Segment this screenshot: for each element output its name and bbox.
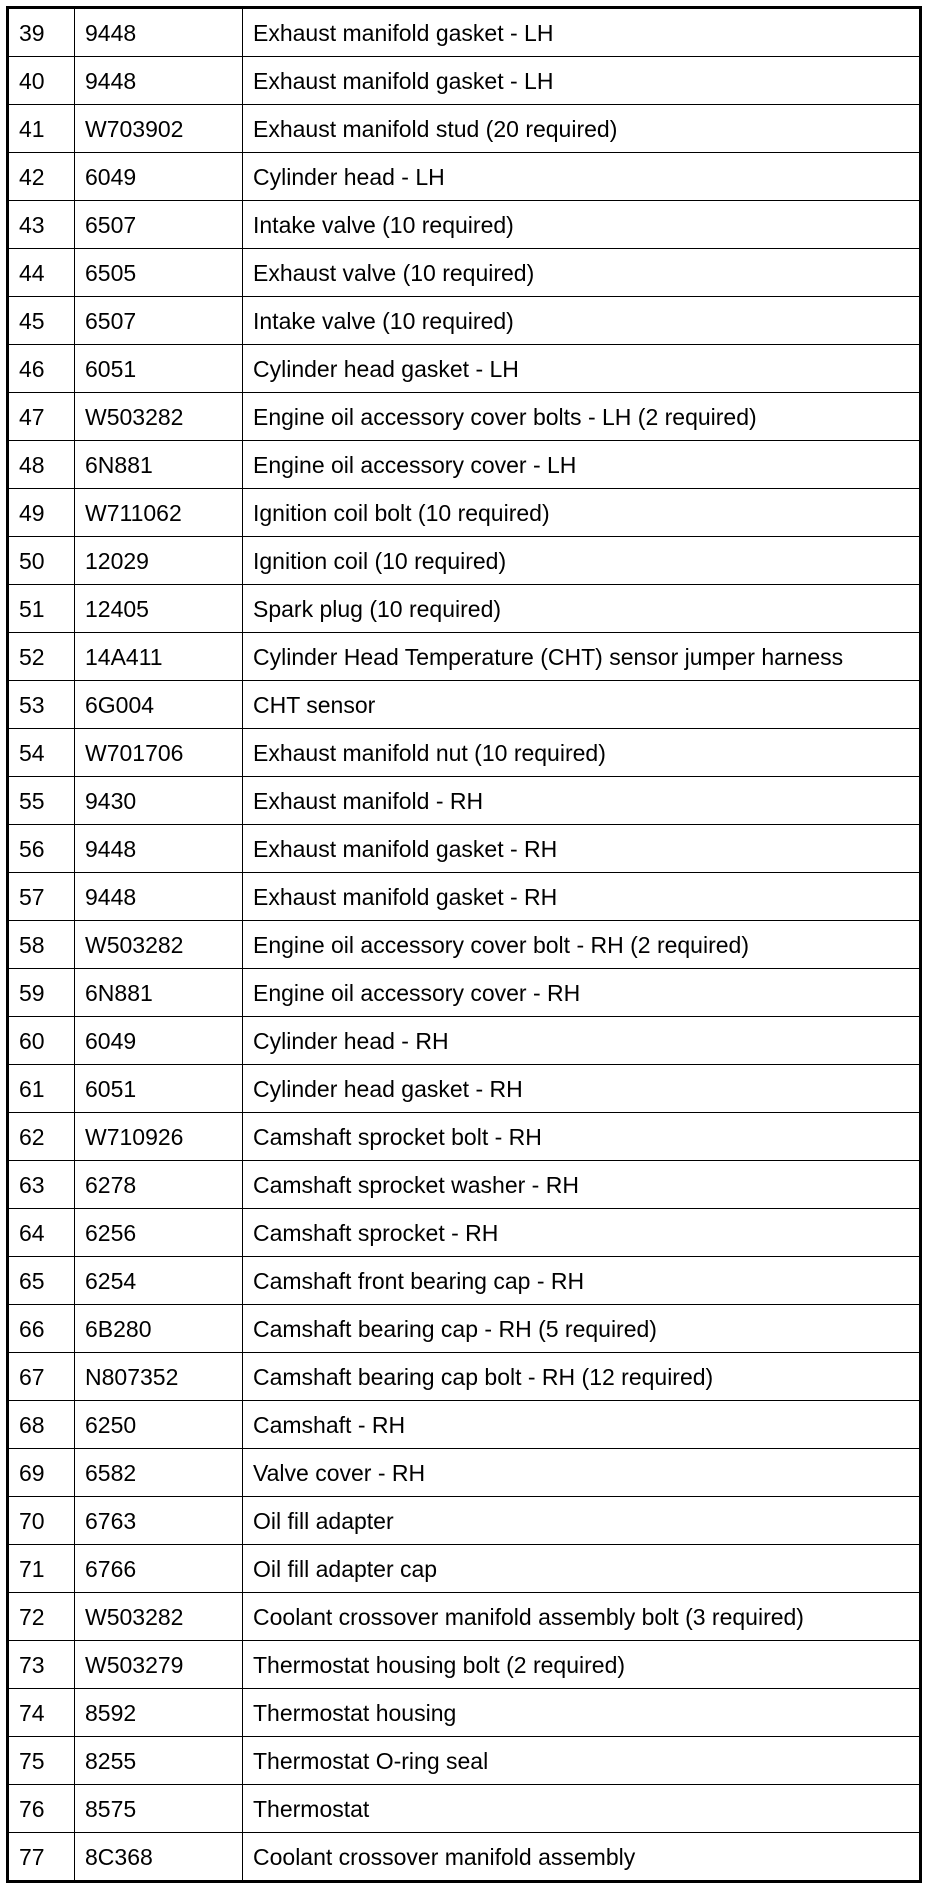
- table-row: [8, 1017, 921, 1065]
- item-number-cell: 44: [8, 249, 75, 297]
- description-cell: Camshaft bearing cap bolt - RH (12 required): [243, 1353, 921, 1401]
- item-number-cell: 60: [8, 1017, 75, 1065]
- part-number-cell: 6278: [75, 1161, 243, 1209]
- table-row: [8, 873, 921, 921]
- part-number-cell: W503282: [75, 393, 243, 441]
- table-row: [8, 1737, 921, 1785]
- item-number-cell: 56: [8, 825, 75, 873]
- item-number-cell: 58: [8, 921, 75, 969]
- item-number-cell: 62: [8, 1113, 75, 1161]
- description-cell: Exhaust manifold - RH: [243, 777, 921, 825]
- item-number-cell: 48: [8, 441, 75, 489]
- item-number-cell: 66: [8, 1305, 75, 1353]
- part-number-cell: 8C368: [75, 1833, 243, 1882]
- item-number-cell: 61: [8, 1065, 75, 1113]
- parts-table-body: [8, 8, 921, 1882]
- description-cell: Exhaust manifold gasket - LH: [243, 8, 921, 57]
- table-row: [8, 1449, 921, 1497]
- part-number-cell: 9448: [75, 8, 243, 57]
- description-cell: Camshaft sprocket bolt - RH: [243, 1113, 921, 1161]
- table-row: [8, 537, 921, 585]
- item-number-cell: 72: [8, 1593, 75, 1641]
- description-cell: Oil fill adapter cap: [243, 1545, 921, 1593]
- part-number-cell: 6N881: [75, 969, 243, 1017]
- table-row: [8, 105, 921, 153]
- item-number-cell: 77: [8, 1833, 75, 1882]
- part-number-cell: W701706: [75, 729, 243, 777]
- table-row: [8, 633, 921, 681]
- part-number-cell: 6256: [75, 1209, 243, 1257]
- part-number-cell: 6763: [75, 1497, 243, 1545]
- table-row: [8, 1785, 921, 1833]
- part-number-cell: W711062: [75, 489, 243, 537]
- part-number-cell: 6507: [75, 201, 243, 249]
- part-number-cell: 6250: [75, 1401, 243, 1449]
- table-row: [8, 825, 921, 873]
- description-cell: Camshaft sprocket washer - RH: [243, 1161, 921, 1209]
- table-row: [8, 345, 921, 393]
- item-number-cell: 76: [8, 1785, 75, 1833]
- item-number-cell: 39: [8, 8, 75, 57]
- description-cell: Camshaft sprocket - RH: [243, 1209, 921, 1257]
- item-number-cell: 45: [8, 297, 75, 345]
- description-cell: Cylinder head gasket - LH: [243, 345, 921, 393]
- table-row: [8, 1065, 921, 1113]
- table-row: [8, 585, 921, 633]
- description-cell: Engine oil accessory cover - LH: [243, 441, 921, 489]
- table-row: [8, 249, 921, 297]
- item-number-cell: 59: [8, 969, 75, 1017]
- description-cell: Coolant crossover manifold assembly bolt (3 required): [243, 1593, 921, 1641]
- description-cell: Exhaust manifold gasket - RH: [243, 825, 921, 873]
- parts-table: [6, 6, 922, 1883]
- part-number-cell: 9430: [75, 777, 243, 825]
- part-number-cell: 12405: [75, 585, 243, 633]
- part-number-cell: 9448: [75, 873, 243, 921]
- description-cell: Coolant crossover manifold assembly: [243, 1833, 921, 1882]
- table-row: [8, 441, 921, 489]
- description-cell: Camshaft - RH: [243, 1401, 921, 1449]
- table-row: [8, 393, 921, 441]
- table-row: [8, 489, 921, 537]
- item-number-cell: 46: [8, 345, 75, 393]
- table-row: [8, 1305, 921, 1353]
- part-number-cell: 6049: [75, 1017, 243, 1065]
- table-row: [8, 681, 921, 729]
- part-number-cell: W703902: [75, 105, 243, 153]
- table-row: [8, 1545, 921, 1593]
- item-number-cell: 75: [8, 1737, 75, 1785]
- description-cell: Valve cover - RH: [243, 1449, 921, 1497]
- table-row: [8, 969, 921, 1017]
- item-number-cell: 65: [8, 1257, 75, 1305]
- description-cell: Ignition coil (10 required): [243, 537, 921, 585]
- item-number-cell: 41: [8, 105, 75, 153]
- description-cell: Exhaust valve (10 required): [243, 249, 921, 297]
- item-number-cell: 64: [8, 1209, 75, 1257]
- item-number-cell: 69: [8, 1449, 75, 1497]
- description-cell: Intake valve (10 required): [243, 201, 921, 249]
- part-number-cell: 6051: [75, 345, 243, 393]
- part-number-cell: 6G004: [75, 681, 243, 729]
- description-cell: Engine oil accessory cover bolt - RH (2 required): [243, 921, 921, 969]
- item-number-cell: 63: [8, 1161, 75, 1209]
- description-cell: Oil fill adapter: [243, 1497, 921, 1545]
- table-row: [8, 1257, 921, 1305]
- description-cell: Thermostat O-ring seal: [243, 1737, 921, 1785]
- item-number-cell: 53: [8, 681, 75, 729]
- item-number-cell: 43: [8, 201, 75, 249]
- table-row: [8, 1401, 921, 1449]
- part-number-cell: 6505: [75, 249, 243, 297]
- part-number-cell: 6582: [75, 1449, 243, 1497]
- table-row: [8, 1833, 921, 1882]
- description-cell: Exhaust manifold stud (20 required): [243, 105, 921, 153]
- part-number-cell: 9448: [75, 825, 243, 873]
- description-cell: Cylinder head - LH: [243, 153, 921, 201]
- item-number-cell: 50: [8, 537, 75, 585]
- part-number-cell: W503282: [75, 1593, 243, 1641]
- description-cell: Thermostat housing bolt (2 required): [243, 1641, 921, 1689]
- table-row: [8, 1113, 921, 1161]
- item-number-cell: 73: [8, 1641, 75, 1689]
- item-number-cell: 40: [8, 57, 75, 105]
- description-cell: Engine oil accessory cover bolts - LH (2 required): [243, 393, 921, 441]
- part-number-cell: 6507: [75, 297, 243, 345]
- part-number-cell: 8592: [75, 1689, 243, 1737]
- description-cell: Camshaft bearing cap - RH (5 required): [243, 1305, 921, 1353]
- item-number-cell: 57: [8, 873, 75, 921]
- table-row: [8, 1353, 921, 1401]
- item-number-cell: 52: [8, 633, 75, 681]
- item-number-cell: 51: [8, 585, 75, 633]
- description-cell: Exhaust manifold gasket - RH: [243, 873, 921, 921]
- item-number-cell: 68: [8, 1401, 75, 1449]
- item-number-cell: 42: [8, 153, 75, 201]
- part-number-cell: 6254: [75, 1257, 243, 1305]
- part-number-cell: 6B280: [75, 1305, 243, 1353]
- description-cell: CHT sensor: [243, 681, 921, 729]
- table-row: [8, 1593, 921, 1641]
- part-number-cell: 12029: [75, 537, 243, 585]
- item-number-cell: 67: [8, 1353, 75, 1401]
- item-number-cell: 47: [8, 393, 75, 441]
- item-number-cell: 71: [8, 1545, 75, 1593]
- description-cell: Cylinder head - RH: [243, 1017, 921, 1065]
- description-cell: Cylinder head gasket - RH: [243, 1065, 921, 1113]
- item-number-cell: 54: [8, 729, 75, 777]
- description-cell: Ignition coil bolt (10 required): [243, 489, 921, 537]
- table-row: [8, 8, 921, 57]
- description-cell: Exhaust manifold nut (10 required): [243, 729, 921, 777]
- description-cell: Intake valve (10 required): [243, 297, 921, 345]
- description-cell: Camshaft front bearing cap - RH: [243, 1257, 921, 1305]
- table-row: [8, 1497, 921, 1545]
- table-row: [8, 921, 921, 969]
- part-number-cell: 8255: [75, 1737, 243, 1785]
- description-cell: Exhaust manifold gasket - LH: [243, 57, 921, 105]
- table-row: [8, 777, 921, 825]
- part-number-cell: W710926: [75, 1113, 243, 1161]
- item-number-cell: 74: [8, 1689, 75, 1737]
- part-number-cell: 8575: [75, 1785, 243, 1833]
- part-number-cell: 9448: [75, 57, 243, 105]
- item-number-cell: 55: [8, 777, 75, 825]
- description-cell: Cylinder Head Temperature (CHT) sensor jumper harness: [243, 633, 921, 681]
- part-number-cell: 6N881: [75, 441, 243, 489]
- description-cell: Thermostat housing: [243, 1689, 921, 1737]
- item-number-cell: 49: [8, 489, 75, 537]
- description-cell: Spark plug (10 required): [243, 585, 921, 633]
- part-number-cell: 6049: [75, 153, 243, 201]
- table-row: [8, 1161, 921, 1209]
- description-cell: Engine oil accessory cover - RH: [243, 969, 921, 1017]
- table-row: [8, 153, 921, 201]
- table-row: [8, 1209, 921, 1257]
- part-number-cell: 6766: [75, 1545, 243, 1593]
- table-row: [8, 201, 921, 249]
- table-row: [8, 57, 921, 105]
- part-number-cell: W503279: [75, 1641, 243, 1689]
- part-number-cell: 6051: [75, 1065, 243, 1113]
- part-number-cell: 14A411: [75, 633, 243, 681]
- part-number-cell: W503282: [75, 921, 243, 969]
- item-number-cell: 70: [8, 1497, 75, 1545]
- description-cell: Thermostat: [243, 1785, 921, 1833]
- table-row: [8, 729, 921, 777]
- table-row: [8, 1689, 921, 1737]
- table-row: [8, 297, 921, 345]
- part-number-cell: N807352: [75, 1353, 243, 1401]
- table-row: [8, 1641, 921, 1689]
